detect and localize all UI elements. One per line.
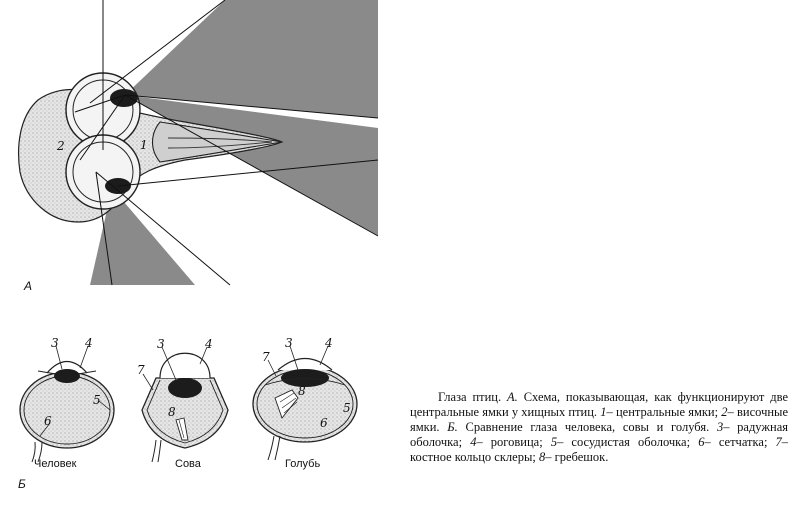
pigeon-label-cornea: 4 [325, 336, 333, 350]
caption-title: Глаза птиц. [438, 390, 502, 404]
figure-caption [410, 390, 788, 465]
caption-n5: 5 [550, 435, 558, 449]
caption-t4: – роговица; [476, 435, 543, 449]
caption-n3: 3 [716, 420, 724, 434]
caption-n2: 2 [721, 405, 728, 419]
owl-eye-name: Сова [175, 458, 201, 470]
panel-b-letter: Б [18, 477, 26, 491]
caption-t3: – радужная оболочка; [410, 420, 789, 449]
pigeon-eye-name: Голубь [285, 458, 321, 470]
human-label-choroid: 5 [93, 393, 101, 407]
panel-b-eye-comparison [18, 336, 357, 491]
human-label-retina: 6 [44, 414, 52, 428]
pigeon-label-retina: 6 [320, 416, 328, 430]
caption-t2: – височные ямки. [410, 405, 788, 434]
caption-t5: – сосудистая оболочка; [557, 435, 691, 449]
caption-part-a-text: Схема, показывающая, как функционируют две центральные ямки у хищных птиц. [410, 390, 789, 419]
label-temporal-fovea: 2 [57, 139, 65, 153]
owl-label-cornea: 4 [205, 337, 213, 351]
owl-label-sclera-ring: 7 [137, 363, 145, 377]
human-eye-diagram [20, 336, 114, 470]
pigeon-label-pecten: 8 [298, 384, 306, 398]
caption-n7: 7 [775, 435, 782, 449]
human-eye-name: Человек [34, 458, 77, 470]
caption-n4: 4 [470, 435, 477, 449]
caption-part-b: Б. [447, 420, 458, 434]
pigeon-label-choroid: 5 [343, 401, 351, 415]
caption-n6: 6 [698, 435, 705, 449]
pigeon-eye-diagram [253, 336, 357, 470]
caption-part-b-text: Сравнение глаза человека, совы и голубя. [465, 420, 710, 434]
human-label-iris: 3 [51, 336, 59, 350]
upper-lens [110, 89, 138, 107]
caption-t7: – костное кольцо склеры; [410, 435, 789, 464]
caption-part-a: А. [507, 390, 518, 404]
owl-label-iris: 3 [157, 337, 165, 351]
caption-t8: – гребешок. [545, 450, 609, 464]
caption-t1: – центральные ямки; [606, 405, 719, 419]
owl-eye-diagram [137, 337, 228, 470]
caption-t6: – сетчатка; [704, 435, 768, 449]
label-central-fovea: 1 [140, 138, 148, 152]
panel-a-skull-diagram [19, 0, 378, 293]
owl-label-pecten: 8 [168, 405, 176, 419]
pigeon-label-iris: 3 [285, 336, 293, 350]
human-label-cornea: 4 [85, 336, 93, 350]
caption-n1: 1 [600, 405, 607, 419]
caption-n8: 8 [538, 450, 546, 464]
pigeon-label-sclera-ring: 7 [262, 350, 270, 364]
panel-a-letter: А [24, 279, 33, 293]
